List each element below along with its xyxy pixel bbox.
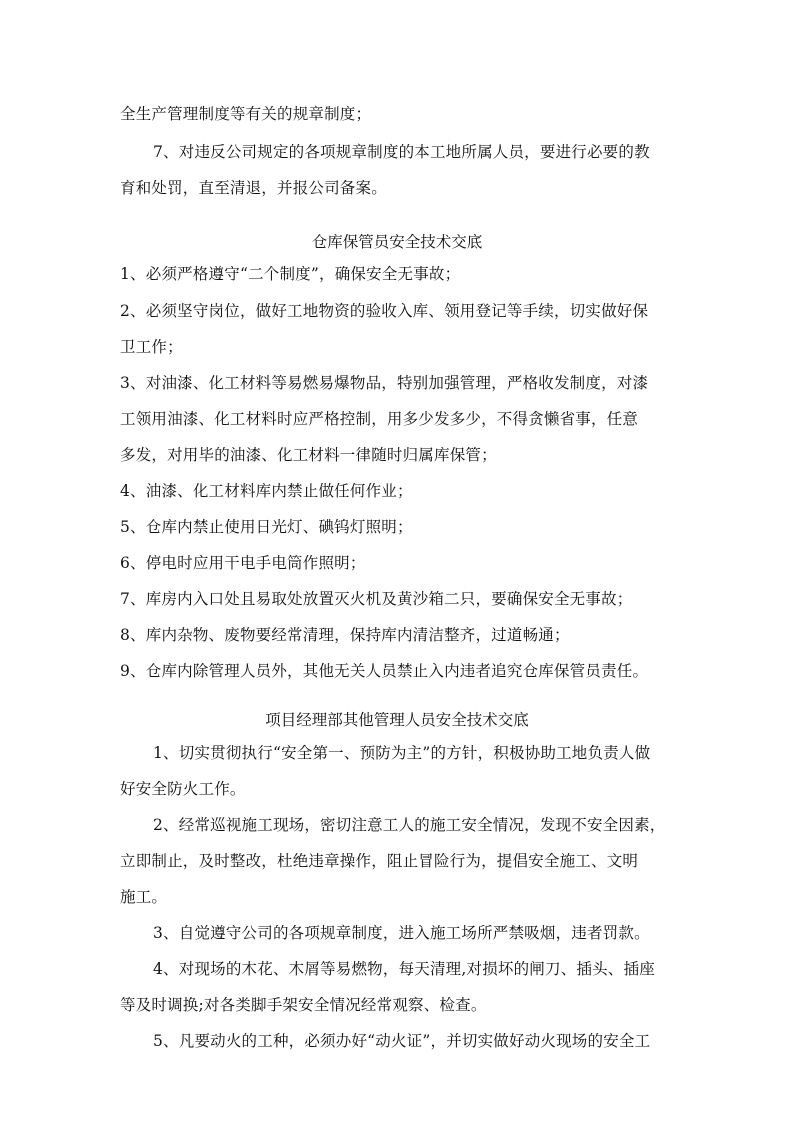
- list-item: 4、油漆、化工材料库内禁止做任何作业；: [120, 482, 413, 500]
- list-item: 等及时调换;对各类脚手架安全情况经常观察、检查。: [120, 996, 487, 1014]
- list-item: 施工。: [120, 888, 168, 906]
- list-item: 3、对油漆、化工材料等易燃易爆物品，特别加强管理，严格收发制度，对漆: [120, 374, 649, 392]
- list-item: 3、自觉遵守公司的各项规章制度，进入施工场所严禁吸烟，违者罚款。: [153, 924, 650, 942]
- list-item: 卫工作；: [120, 338, 183, 356]
- list-item: 4、对现场的木花、木屑等易燃物，每天清理,对损坏的闸刀、插头、插座: [153, 960, 655, 978]
- list-item: 立即制止，及时整改，杜绝违章操作，阻止冒险行为，提倡安全施工、文明: [120, 852, 639, 870]
- list-item: 8、库内杂物、废物要经常清理，保持库内清洁整齐，过道畅通；: [120, 626, 570, 644]
- paragraph-line: 全生产管理制度等有关的规章制度；: [120, 105, 372, 123]
- list-item: 1、切实贯彻执行“安全第一、预防为主”的方针，积极协助工地负责人做: [153, 744, 651, 762]
- list-item: 好安全防火工作。: [120, 780, 246, 798]
- list-item: 1、必须严格遵守“二个制度”，确保安全无事故；: [120, 265, 461, 283]
- list-item: 5、凡要动火的工种，必须办好“动火证”，并切实做好动火现场的安全工: [153, 1032, 651, 1050]
- list-item: 工领用油漆、化工材料时应严格控制，用多少发多少，不得贪懒省事，任意: [120, 410, 639, 428]
- section-title-warehouse: 仓库保管员安全技术交底: [311, 233, 483, 251]
- list-item: 6、停电时应用干电手电筒作照明；: [120, 554, 366, 572]
- list-item: 5、仓库内禁止使用日光灯、碘钨灯照明；: [120, 518, 413, 536]
- paragraph-line: 育和处罚，直至清退，并报公司备案。: [120, 179, 387, 197]
- paragraph-line: 7、对违反公司规定的各项规章制度的本工地所属人员，要进行必要的教: [153, 143, 650, 161]
- list-item: 9、仓库内除管理人员外，其他无关人员禁止入内违者追究仓库保管员责任。: [120, 662, 649, 680]
- list-item: 7、库房内入口处且易取处放置灭火机及黄沙箱二只，要确保安全无事故；: [120, 590, 633, 608]
- list-item: 2、经常巡视施工现场，密切注意工人的施工安全情况，发现不安全因素，: [153, 816, 666, 834]
- list-item: 多发，对用毕的油漆、化工材料一律随时归属库保管；: [120, 446, 497, 464]
- list-item: 2、必须坚守岗位，做好工地物资的验收入库、领用登记等手续，切实做好保: [120, 302, 649, 320]
- section-title-project-managers: 项目经理部其他管理人员安全技术交底: [265, 711, 529, 729]
